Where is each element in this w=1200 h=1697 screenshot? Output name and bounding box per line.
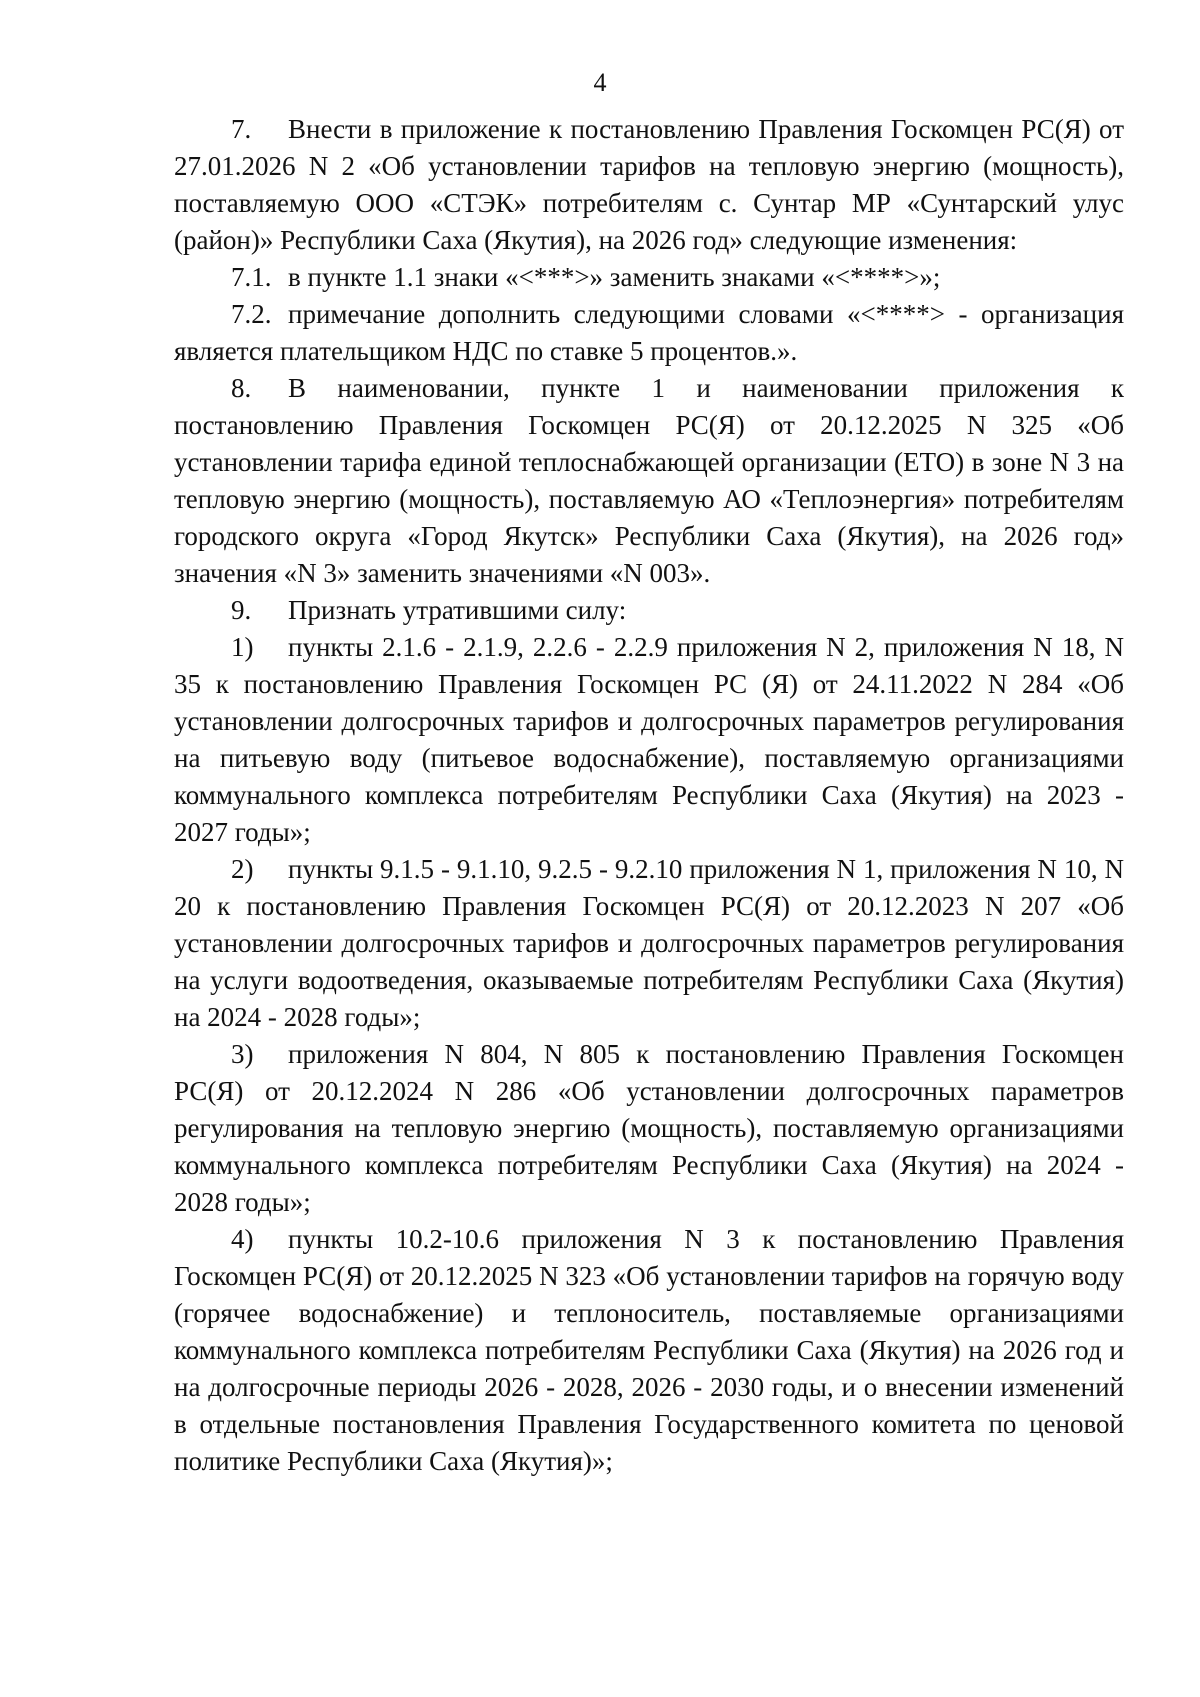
paragraph-text: В наименовании, пункте 1 и наименовании приложения к постановлению Правления Госкомцен РС(Я) от 20.12.2025 N 325 «Об установлении тарифа единой теплоснабжающей организации (ЕТО) в зоне N 3 на тепловую энергию (мощность), поставляемую АО «Теплоэнергия» потребителям городского округа «Город Якутск» Республики Саха (Якутия), на 2026 год» значения «N 3» заменить значениями «N 003».	[174, 373, 1124, 588]
paragraph-number: 9.	[231, 595, 252, 625]
paragraph-9	[174, 592, 1124, 629]
paragraph-text: приложения N 804, N 805 к постановлению Правления Госкомцен РС(Я) от 20.12.2024 N 286 «Об установлении долгосрочных параметров регулирования на тепловую энергию (мощность), поставляемую организациями коммунального комплекса потребителям Республики Саха (Якутия) на 2024 - 2028 годы»;	[174, 1039, 1124, 1217]
paragraph-text: пункты 10.2-10.6 приложения N 3 к постановлению Правления Госкомцен РС(Я) от 20.12.2025 N 323 «Об установлении тарифов на горячую воду (горячее водоснабжение) и теплоноситель, поставляемые организациями коммунального комплекса потребителям Республики Саха (Якутия) на 2026 год и на долгосрочные периоды 2026 - 2028, 2026 - 2030 годы, и о внесении изменений в отдельные постановления Правления Государственного комитета по ценовой политике Республики Саха (Якутия)»;	[174, 1224, 1124, 1476]
paragraph-text: в пункте 1.1 знаки «<***>» заменить знаками «<****>»;	[288, 262, 941, 292]
paragraph-number: 2)	[231, 854, 254, 884]
paragraph-7-2	[174, 296, 1124, 370]
paragraph-text: Признать утратившими силу:	[288, 595, 627, 625]
page-number: 4	[593, 68, 607, 97]
paragraph-9-4	[174, 1221, 1124, 1480]
document-body	[174, 111, 1124, 1480]
paragraph-number: 8.	[231, 373, 252, 403]
paragraph-text: пункты 9.1.5 - 9.1.10, 9.2.5 - 9.2.10 приложения N 1, приложения N 10, N 20 к постановлению Правления Госкомцен РС(Я) от 20.12.2023 N 207 «Об установлении долгосрочных тарифов и долгосрочных параметров регулирования на услуги водоотведения, оказываемые потребителям Республики Саха (Якутия) на 2024 - 2028 годы»;	[174, 854, 1124, 1032]
paragraph-number: 3)	[231, 1039, 254, 1069]
paragraph-number: 7.2.	[231, 299, 272, 329]
paragraph-8	[174, 370, 1124, 592]
paragraph-9-1	[174, 629, 1124, 851]
paragraph-text: пункты 2.1.6 - 2.1.9, 2.2.6 - 2.2.9 приложения N 2, приложения N 18, N 35 к постановлению Правления Госкомцен РС (Я) от 24.11.2022 N 284 «Об установлении долгосрочных тарифов и долгосрочных параметров регулирования на питьевую воду (питьевое водоснабжение), поставляемую организациями коммунального комплекса потребителям Республики Саха (Якутия) на 2023 - 2027 годы»;	[174, 632, 1124, 847]
paragraph-9-3	[174, 1036, 1124, 1221]
paragraph-9-2	[174, 851, 1124, 1036]
paragraph-text: Внести в приложение к постановлению Правления Госкомцен РС(Я) от 27.01.2026 N 2 «Об установлении тарифов на тепловую энергию (мощность), поставляемую ООО «СТЭК» потребителям с. Сунтар МР «Сунтарский улус (район)» Республики Саха (Якутия), на 2026 год» следующие изменения:	[174, 114, 1124, 255]
paragraph-number: 4)	[231, 1224, 254, 1254]
paragraph-7	[174, 111, 1124, 259]
paragraph-number: 1)	[231, 632, 254, 662]
paragraph-text: примечание дополнить следующими словами «<****> - организация является плательщиком НДС по ставке 5 процентов.».	[174, 299, 1124, 366]
paragraph-number: 7.	[231, 114, 252, 144]
paragraph-number: 7.1.	[231, 262, 272, 292]
paragraph-7-1	[174, 259, 1124, 296]
